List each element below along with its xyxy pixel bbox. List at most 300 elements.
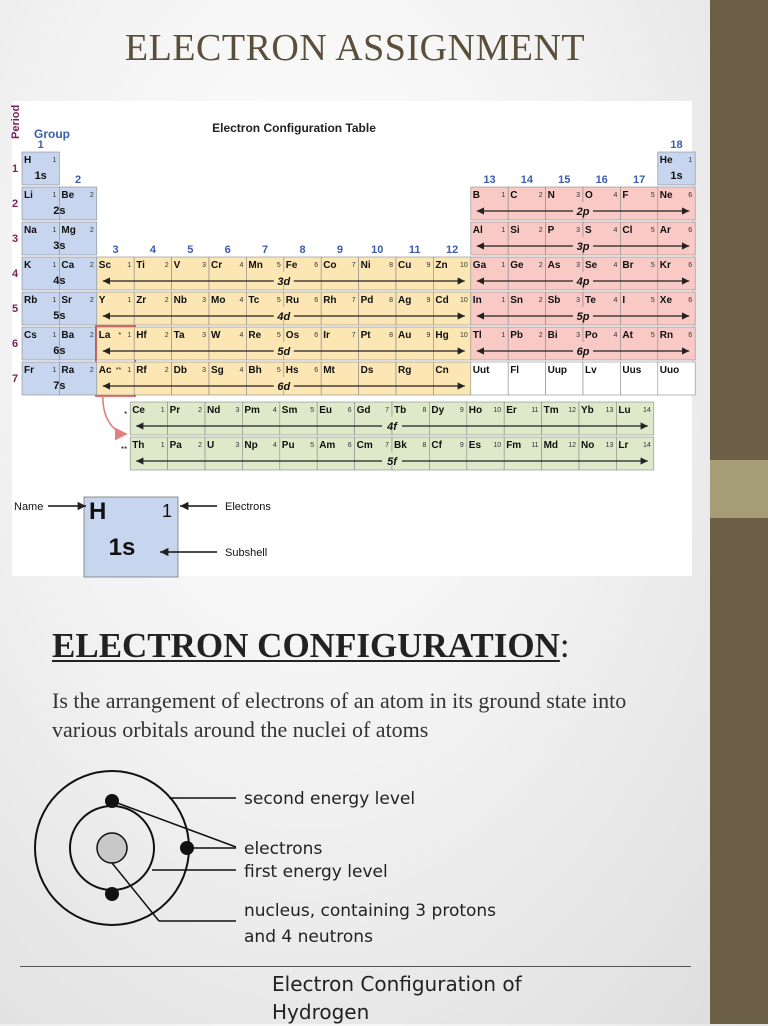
element-electron-count: 7 <box>351 262 356 269</box>
element-electron-count: 2 <box>198 407 202 414</box>
element-symbol: Bh <box>248 365 262 376</box>
element-symbol: Po <box>585 330 598 341</box>
group-number: 9 <box>336 244 343 256</box>
label-nucleus-line2: and 4 neutrons <box>244 927 373 947</box>
s-block-subshell: 2s <box>53 205 66 217</box>
element-symbol: Rb <box>24 295 38 306</box>
element-symbol: Lv <box>585 365 597 376</box>
legend-electrons-label: Electrons <box>225 501 271 513</box>
element-symbol: Sm <box>281 405 298 416</box>
element-symbol: Sb <box>547 295 561 306</box>
element-symbol: Cl <box>622 225 633 236</box>
element-electron-count: 3 <box>202 332 206 339</box>
element-symbol: Ac <box>98 365 112 376</box>
element-symbol: Hs <box>285 365 299 376</box>
element-symbol: Er <box>506 405 517 416</box>
element-electron-count: 4 <box>272 407 277 414</box>
element-electron-count: 6 <box>347 407 352 414</box>
s-block-subshell: 5s <box>53 310 66 322</box>
group-number: 16 <box>595 174 608 186</box>
element-symbol: Fl <box>510 365 520 376</box>
s-block-subshell: 6s <box>53 345 66 357</box>
group-axis-label: Group <box>34 127 70 141</box>
f-block-subshell: 4f <box>387 421 397 433</box>
element-electron-count: 8 <box>422 442 427 449</box>
element-symbol: Li <box>24 190 33 201</box>
element-symbol: F <box>622 190 629 201</box>
element-electron-count: 6 <box>314 262 319 269</box>
element-electron-count: 1 <box>52 227 57 234</box>
group-number: 10 <box>371 244 384 256</box>
element-electron-count: 14 <box>643 442 651 449</box>
element-symbol: O <box>585 190 593 201</box>
element-symbol: Te <box>585 295 596 306</box>
element-symbol: Xe <box>659 295 673 306</box>
element-electron-count: 1 <box>688 157 693 164</box>
element-electron-count: 5 <box>650 192 655 199</box>
element-symbol: Re <box>248 330 262 341</box>
element-symbol: Hg <box>435 330 449 341</box>
element-electron-count: 10 <box>493 407 502 414</box>
element-symbol: Eu <box>319 405 332 416</box>
element-electron-count: 1 <box>501 192 506 199</box>
element-electron-count: 1 <box>127 367 132 374</box>
element-symbol: Uut <box>472 365 490 376</box>
element-electron-count: 5 <box>650 297 655 304</box>
element-electron-count: 5 <box>276 262 281 269</box>
element-symbol: Lr <box>618 440 629 451</box>
element-symbol: Cf <box>431 440 442 451</box>
element-electron-count: 5 <box>310 442 315 449</box>
periodic-table-figure <box>12 101 692 576</box>
element-electron-count: 5 <box>310 407 315 414</box>
element-symbol: U <box>207 440 215 451</box>
f-block-pointer-arrow <box>103 397 126 434</box>
element-symbol: Hf <box>136 330 147 341</box>
element-symbol: C <box>510 190 518 201</box>
element-electron-count: 4 <box>239 262 244 269</box>
element-symbol: Cm <box>356 440 373 451</box>
element-symbol: Ga <box>472 260 487 271</box>
element-symbol: Ti <box>136 260 145 271</box>
element-symbol: H <box>24 155 32 166</box>
element-symbol: Ca <box>61 260 75 271</box>
element-electron-count: 4 <box>239 297 244 304</box>
element-electron-count: 9 <box>426 262 431 269</box>
element-footnote-mark: * <box>118 332 122 339</box>
element-symbol: Pm <box>244 405 260 416</box>
element-symbol: Bk <box>394 440 407 451</box>
element-electron-count: 12 <box>568 442 576 449</box>
element-symbol: Cr <box>211 260 223 271</box>
element-symbol: Ta <box>173 330 185 341</box>
element-electron-count: 12 <box>568 407 576 414</box>
element-symbol: Uus <box>622 365 642 376</box>
element-electron-count: 2 <box>89 192 94 199</box>
element-electron-count: 1 <box>52 157 57 164</box>
period-number: 3 <box>12 233 19 245</box>
element-electron-count: 5 <box>650 262 655 269</box>
period-number: 6 <box>12 338 19 350</box>
element-symbol: Dy <box>431 405 445 416</box>
element-electron-count: 14 <box>643 407 651 414</box>
element-electron-count: 4 <box>613 297 618 304</box>
element-symbol: As <box>547 260 561 271</box>
element-symbol: Ho <box>468 405 483 416</box>
element-electron-count: 2 <box>164 262 169 269</box>
element-electron-count: 1 <box>501 262 506 269</box>
horizontal-divider <box>20 966 691 967</box>
group-number: 15 <box>558 174 571 186</box>
element-electron-count: 4 <box>239 332 244 339</box>
element-electron-count: 2 <box>198 442 202 449</box>
element-electron-count: 4 <box>272 442 277 449</box>
element-electron-count: 13 <box>605 442 614 449</box>
definition-text: Is the arrangement of electrons of an atom in its ground state into various orbitals around the nuclei of atoms <box>52 688 627 742</box>
group-number: 1 <box>37 139 44 151</box>
group-number: 14 <box>520 174 534 186</box>
element-electron-count: 3 <box>202 297 206 304</box>
element-symbol: Ne <box>659 190 673 201</box>
element-electron-count: 2 <box>89 297 94 304</box>
element-symbol: Sr <box>61 295 72 306</box>
element-symbol: Co <box>323 260 337 271</box>
element-electron-count: 2 <box>538 262 543 269</box>
element-electron-count: 1 <box>52 297 57 304</box>
period-number: 2 <box>12 198 19 210</box>
element-symbol: Ba <box>61 330 75 341</box>
group-number: 17 <box>632 174 646 186</box>
element-symbol: In <box>472 295 482 306</box>
element-symbol: Mg <box>61 225 76 236</box>
element-electron-count: 2 <box>538 192 543 199</box>
element-symbol: Fm <box>506 440 522 451</box>
element-symbol: Zr <box>136 295 147 306</box>
element-symbol: Os <box>285 330 300 341</box>
element-electron-count: 13 <box>605 407 614 414</box>
element-symbol: Bi <box>547 330 558 341</box>
element-electron-count: 1 <box>501 332 506 339</box>
d-block-subshell: 5d <box>277 346 291 358</box>
element-electron-count: 1 <box>127 262 132 269</box>
group-number: 18 <box>670 139 683 151</box>
element-symbol: Gd <box>356 405 371 416</box>
element-symbol: Cu <box>398 260 412 271</box>
element-symbol: Rh <box>323 295 337 306</box>
element-electron-count: 1 <box>52 332 57 339</box>
element-symbol: V <box>173 260 181 271</box>
element-symbol: Cn <box>435 365 449 376</box>
element-symbol: Pu <box>281 440 295 451</box>
period-number: 7 <box>12 373 19 385</box>
section-heading <box>52 626 570 666</box>
period-number: 4 <box>12 268 19 280</box>
element-electron-count: 10 <box>460 262 468 269</box>
element-symbol: La <box>98 330 111 341</box>
element-electron-count: 1 <box>127 297 132 304</box>
element-electron-count: 11 <box>531 407 539 414</box>
group-number: 13 <box>483 174 496 186</box>
element-electron-count: 5 <box>276 297 281 304</box>
element-symbol: Tl <box>472 330 482 341</box>
element-electron-count: 7 <box>385 442 389 449</box>
element-electron-count: 10 <box>460 332 468 339</box>
element-symbol: Np <box>244 440 258 451</box>
element-symbol: Am <box>319 440 336 451</box>
element-symbol: K <box>24 260 32 271</box>
group-number: 2 <box>75 174 82 186</box>
element-electron-count: 2 <box>89 332 94 339</box>
element-symbol: S <box>585 225 592 236</box>
element-symbol: Mt <box>323 365 335 376</box>
element-electron-count: 7 <box>351 332 356 339</box>
element-electron-count: 4 <box>613 262 618 269</box>
element-electron-count: 6 <box>314 297 319 304</box>
element-symbol: Es <box>468 440 482 451</box>
label-nucleus-line1: nucleus, containing 3 protons <box>244 901 497 921</box>
element-electron-count: 2 <box>538 332 543 339</box>
element-symbol: Ge <box>510 260 524 271</box>
p-block-subshell: 2p <box>576 206 590 218</box>
s-block-subshell: 7s <box>53 380 66 392</box>
group-number: 4 <box>149 244 156 256</box>
element-symbol: P <box>547 225 555 236</box>
element-symbol: Kr <box>659 260 671 271</box>
element-symbol: Rg <box>398 365 412 376</box>
atom-shell-diagram <box>26 760 546 960</box>
element-electron-count: 4 <box>613 192 618 199</box>
element-symbol: At <box>622 330 633 341</box>
element-electron-count: 1 <box>501 227 506 234</box>
element-electron-count: 5 <box>650 332 655 339</box>
legend-symbol: H <box>89 498 107 525</box>
p-block-subshell: 6p <box>576 346 590 358</box>
footer-caption: Electron Configuration of Hydrogen <box>272 972 522 1024</box>
s-block-subshell: 3s <box>53 240 66 252</box>
element-electron-count: 8 <box>389 297 393 304</box>
element-symbol: Ag <box>398 295 412 306</box>
group-number: 12 <box>445 244 459 256</box>
element-symbol: Na <box>24 225 37 236</box>
element-electron-count: 10 <box>460 297 468 304</box>
element-electron-count: 5 <box>276 367 281 374</box>
element-electron-count: 7 <box>351 297 356 304</box>
element-electron-count: 2 <box>538 297 543 304</box>
element-symbol: Db <box>173 365 187 376</box>
element-electron-count: 2 <box>164 367 169 374</box>
element-symbol: Mo <box>211 295 226 306</box>
element-electron-count: 9 <box>459 407 464 414</box>
element-symbol: Zn <box>435 260 448 271</box>
element-electron-count: 6 <box>347 442 352 449</box>
element-electron-count: 3 <box>576 262 580 269</box>
element-symbol: Ir <box>323 330 330 341</box>
element-symbol: Tb <box>394 405 407 416</box>
slide-title: ELECTRON ASSIGNMENT <box>124 27 586 69</box>
element-electron-count: 5 <box>650 227 655 234</box>
f-block-subshell: 5f <box>387 456 397 468</box>
element-electron-count: 6 <box>688 332 693 339</box>
group-number: 6 <box>224 244 231 256</box>
legend-subshell-label: Subshell <box>225 547 268 559</box>
element-symbol: Si <box>510 225 520 236</box>
s-block-subshell: 4s <box>53 275 66 287</box>
element-symbol: N <box>547 190 555 201</box>
element-electron-count: 4 <box>613 332 618 339</box>
element-electron-count: 9 <box>459 442 464 449</box>
d-block-subshell: 4d <box>277 311 291 323</box>
f-row-footnote-mark: * <box>124 410 128 419</box>
element-electron-count: 3 <box>235 442 240 449</box>
element-electron-count: 1 <box>501 297 506 304</box>
p-block-subshell: 4p <box>576 276 590 288</box>
element-symbol: Al <box>472 225 483 236</box>
element-symbol: Lu <box>618 405 631 416</box>
element-electron-count: 3 <box>576 297 580 304</box>
element-electron-count: 9 <box>426 297 431 304</box>
element-symbol: Nd <box>207 405 221 416</box>
element-electron-count: 8 <box>422 407 427 414</box>
legend-subshell: 1s <box>108 534 136 561</box>
group-number: 7 <box>262 244 269 256</box>
element-electron-count: 6 <box>688 297 693 304</box>
pointer-line <box>112 801 236 847</box>
element-symbol: W <box>211 330 221 341</box>
group-number: 8 <box>299 244 306 256</box>
decorative-side-accent <box>710 460 768 518</box>
electron-dot <box>105 887 119 901</box>
element-symbol: Uup <box>547 365 568 376</box>
element-symbol: Uuo <box>659 365 680 376</box>
element-electron-count: 2 <box>89 227 94 234</box>
element-symbol: Au <box>398 330 412 341</box>
element-symbol: Br <box>622 260 634 271</box>
label-second-energy-level: second energy level <box>244 789 416 809</box>
element-symbol: Sc <box>98 260 112 271</box>
element-electron-count: 4 <box>239 367 244 374</box>
element-symbol: He <box>659 155 673 166</box>
element-electron-count: 6 <box>314 332 319 339</box>
table-title: Electron Configuration Table <box>212 121 376 135</box>
electron-configuration-table <box>12 101 692 576</box>
d-block-subshell: 6d <box>277 381 291 393</box>
element-symbol: Nb <box>173 295 187 306</box>
label-first-energy-level: first energy level <box>244 862 388 882</box>
legend-name-label: Name <box>14 501 44 513</box>
element-symbol: Cs <box>24 330 37 341</box>
element-symbol: Tc <box>248 295 260 306</box>
element-symbol: Ds <box>360 365 374 376</box>
element-electron-count: 6 <box>314 367 319 374</box>
element-symbol: Pr <box>169 405 181 416</box>
element-electron-count: 1 <box>52 192 57 199</box>
element-electron-count: 8 <box>389 262 393 269</box>
element-symbol: Be <box>61 190 75 201</box>
element-symbol: Th <box>132 440 145 451</box>
element-electron-count: 1 <box>160 442 165 449</box>
element-electron-count: 3 <box>576 227 580 234</box>
group-number: 3 <box>112 244 119 256</box>
section-heading-colon: : <box>559 626 570 665</box>
element-symbol: Yb <box>581 405 594 416</box>
element-electron-count: 3 <box>202 367 206 374</box>
element-electron-count: 1 <box>52 262 57 269</box>
element-symbol: Pd <box>360 295 374 306</box>
element-electron-count: 3 <box>202 262 206 269</box>
element-symbol: Md <box>543 440 559 451</box>
element-subshell: 1s <box>670 170 683 182</box>
p-block-subshell: 3p <box>576 241 590 253</box>
nucleus <box>97 833 127 863</box>
p-block-subshell: 5p <box>576 311 590 323</box>
element-electron-count: 1 <box>160 407 165 414</box>
element-symbol: Se <box>585 260 598 271</box>
element-symbol: Sn <box>510 295 523 306</box>
element-electron-count: 8 <box>389 332 393 339</box>
element-symbol: Pt <box>360 330 371 341</box>
period-number: 1 <box>12 163 19 175</box>
element-symbol: Pb <box>510 330 523 341</box>
element-symbol: Mn <box>248 260 263 271</box>
element-electron-count: 2 <box>538 227 543 234</box>
element-electron-count: 9 <box>426 332 431 339</box>
period-number: 5 <box>12 303 19 315</box>
element-electron-count: 3 <box>235 407 240 414</box>
element-symbol: Fr <box>24 365 34 376</box>
element-electron-count: 7 <box>385 407 389 414</box>
element-electron-count: 6 <box>688 227 693 234</box>
period-axis-label: Period <box>10 104 22 139</box>
element-symbol: Ru <box>285 295 300 306</box>
element-electron-count: 2 <box>164 297 169 304</box>
element-electron-count: 2 <box>89 262 94 269</box>
element-symbol: Tm <box>543 405 559 416</box>
element-electron-count: 2 <box>164 332 169 339</box>
element-symbol: Fe <box>285 260 298 271</box>
element-symbol: Ce <box>132 405 145 416</box>
group-number: 11 <box>408 244 421 256</box>
table-legend <box>14 497 271 577</box>
element-electron-count: 1 <box>52 367 57 374</box>
f-row-footnote-mark: ** <box>120 445 128 454</box>
element-footnote-mark: ** <box>115 367 122 374</box>
element-symbol: Ar <box>659 225 671 236</box>
element-electron-count: 11 <box>531 442 539 449</box>
element-symbol: Pa <box>169 440 182 451</box>
element-symbol: Ra <box>61 365 75 376</box>
pointer-line <box>112 863 159 921</box>
element-symbol: B <box>472 190 481 201</box>
section-heading-text: ELECTRON CONFIGURATION <box>52 626 560 665</box>
group-number: 5 <box>187 244 194 256</box>
label-electrons: electrons <box>244 839 323 859</box>
element-electron-count: 5 <box>276 332 281 339</box>
element-symbol: Y <box>98 295 106 306</box>
element-electron-count: 2 <box>89 367 94 374</box>
element-electron-count: 6 <box>688 262 693 269</box>
element-subshell: 1s <box>34 170 47 182</box>
element-electron-count: 4 <box>613 227 618 234</box>
element-electron-count: 3 <box>576 192 580 199</box>
element-symbol: I <box>622 295 626 306</box>
d-block-subshell: 3d <box>277 276 291 288</box>
element-symbol: Cd <box>435 295 449 306</box>
element-electron-count: 6 <box>688 192 693 199</box>
element-symbol: Rn <box>659 330 674 341</box>
element-symbol: Rf <box>136 365 147 376</box>
element-electron-count: 10 <box>493 442 502 449</box>
legend-electron-count: 1 <box>161 501 172 521</box>
